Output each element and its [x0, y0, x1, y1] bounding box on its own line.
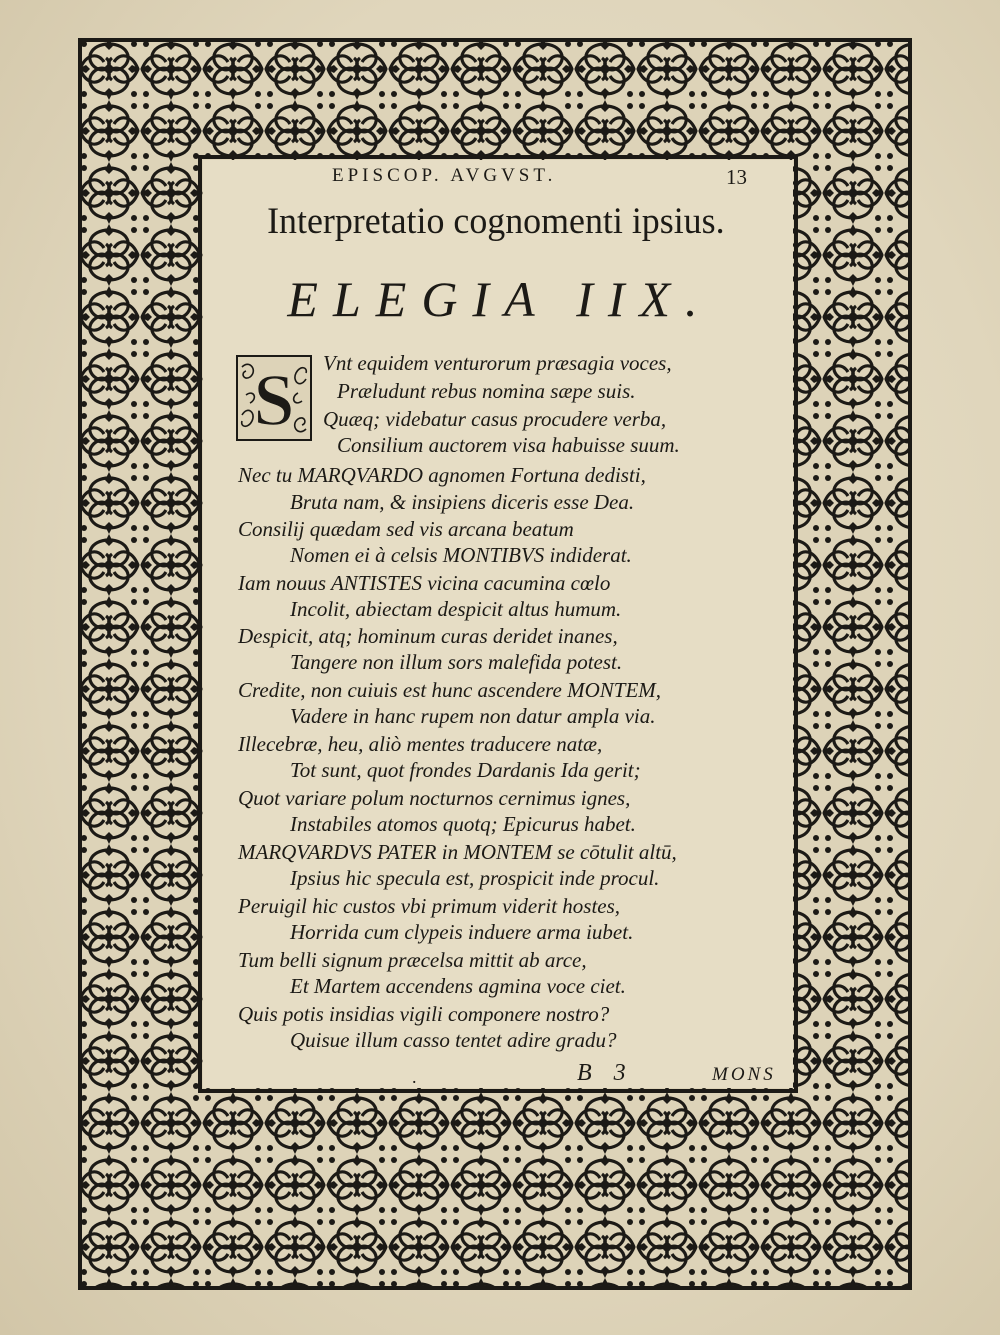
poem-line: Peruigil hic custos vbi primum viderit hostes, [238, 894, 621, 918]
poem-line: Nomen ei à celsis MONTIBVS indiderat. [290, 543, 632, 567]
poem-line: Quisue illum casso tentet adire gradu? [290, 1028, 617, 1052]
poem-line: Consilij quædam sed vis arcana beatum [238, 517, 574, 541]
poem-line: Tangere non illum sors malefida potest. [290, 650, 623, 674]
poem-line: Præludunt rebus nomina sæpe suis. [337, 379, 636, 403]
poem-line: Quæq; videbatur casus procudere verba, [323, 407, 667, 431]
poem-line: Ipsius hic specula est, prospicit inde procul. [290, 866, 660, 890]
poem-line: Vadere in hanc rupem non datur ampla via. [290, 704, 656, 728]
initial-letter: S [253, 360, 295, 441]
poem-line: Tum belli signum præcelsa mittit ab arce, [238, 948, 587, 972]
poem-line: Quot variare polum nocturnos cernimus ignes, [238, 786, 631, 810]
poem-line: Iam nouus ANTISTES vicina cacumina cœlo [238, 571, 611, 595]
signature-mark: B 3 [577, 1060, 634, 1086]
running-head: EPISCOP. AVGVST. [332, 165, 557, 186]
poem-line: Credite, non cuiuis est hunc ascendere MONTEM, [238, 678, 662, 702]
poem-line: Nec tu MARQVARDO agnomen Fortuna dedisti, [238, 463, 646, 487]
poem-line: Quis potis insidias vigili componere nostro? [238, 1002, 610, 1026]
poem-line: Vnt equidem venturorum præsagia voces, [323, 351, 672, 375]
poem-line: Despicit, atq; hominum curas deridet inanes, [238, 624, 618, 648]
poem-line: Bruta nam, & insipiens diceris esse Dea. [290, 490, 635, 514]
page-number: 13 [726, 165, 747, 189]
elegy-heading: ELEGIA IIX. [287, 271, 713, 327]
poem-line: Incolit, abiectam despicit altus humum. [290, 597, 622, 621]
catchword: MONS [712, 1064, 776, 1085]
poem-line: Consilium auctorem visa habuisse suum. [337, 433, 680, 457]
poem-line: Illecebræ, heu, aliò mentes traducere natæ, [238, 732, 603, 756]
poem-line: Et Martem accendens agmina voce ciet. [290, 974, 626, 998]
poem-line: Tot sunt, quot frondes Dardanis Ida gerit; [290, 758, 641, 782]
footer-mark: . [412, 1067, 417, 1087]
poem-line: MARQVARDVS PATER in MONTEM se cōtulit altū, [238, 840, 677, 864]
title-text: Interpretatio cognomenti ipsius. [267, 201, 725, 242]
poem-line: Horrida cum clypeis induere arma iubet. [290, 920, 634, 944]
poem-line: Instabiles atomos quotq; Epicurus habet. [290, 812, 636, 836]
